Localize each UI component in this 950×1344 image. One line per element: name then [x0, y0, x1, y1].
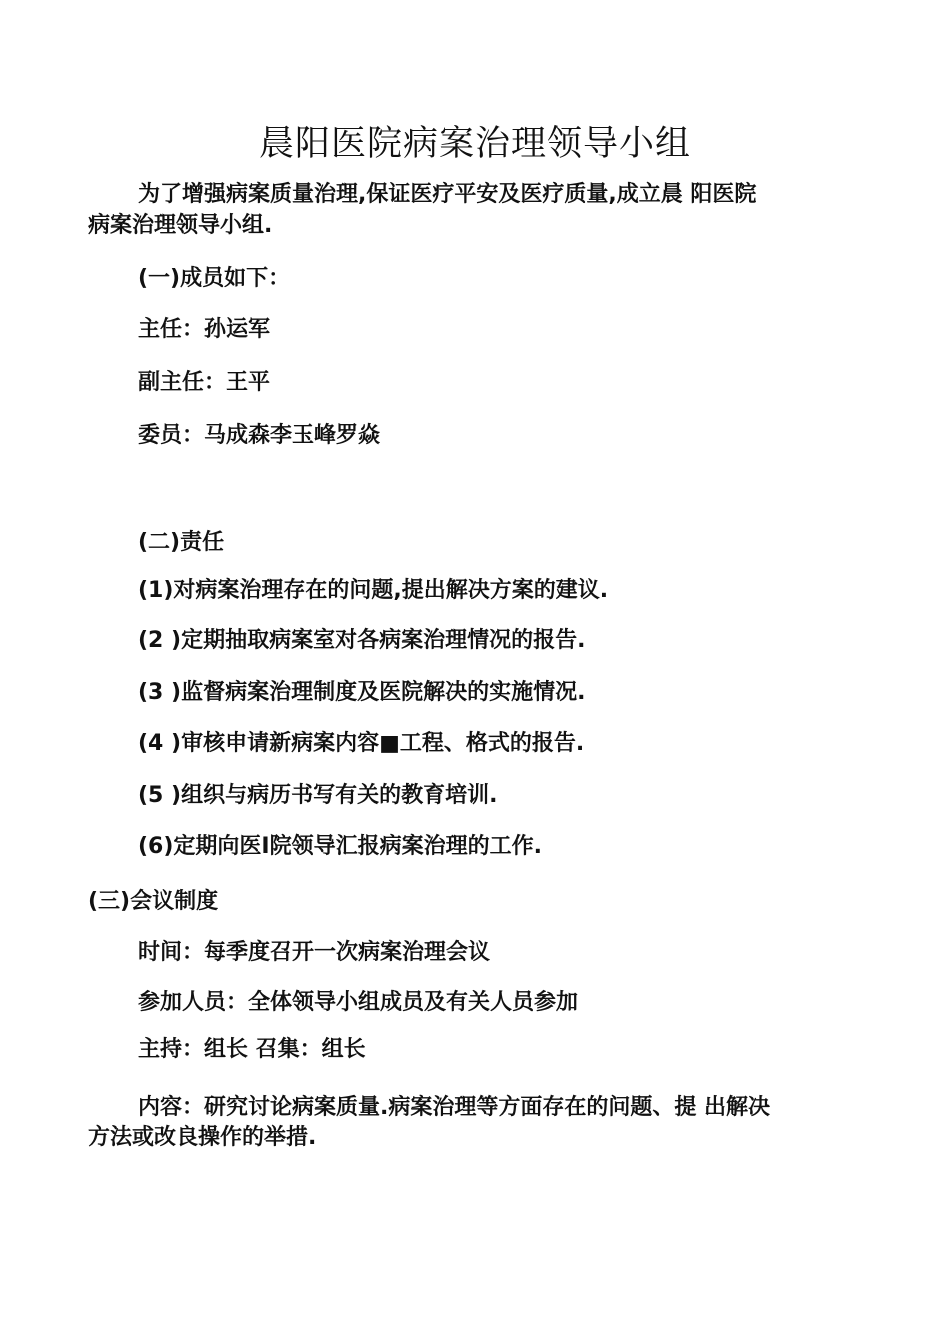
document-title: 晨阳医院病案治理领导小组 [258, 124, 691, 164]
duty-item: (4 )审核申请新病案内容■工程、格式的报告. [138, 731, 585, 756]
meeting-time-line: 时间：每季度召开一次病案治理会议 [138, 940, 491, 965]
meeting-content-line-2: 方法或改良操作的举措. [88, 1125, 317, 1150]
duty-item: (2 )定期抽取病案室对各病案治理情况的报告. [138, 628, 586, 653]
section2-heading: (二)责任 [138, 530, 225, 555]
section1-heading: (一)成员如下： [138, 266, 291, 291]
director-line: 主任：孙运军 [138, 317, 271, 342]
deputy-line: 副主任：王平 [138, 370, 271, 395]
meeting-host-line: 主持：组长 召集：组长 [138, 1037, 366, 1062]
section3-heading: (三)会议制度 [88, 889, 219, 914]
duty-item: (1)对病案治理存在的问题,提出解决方案的建议. [138, 578, 609, 603]
meeting-content-line-1: 内容：研究讨论病案质量.病案治理等方面存在的问题、提 出解决 [138, 1095, 771, 1120]
duty-item: (5 )组织与病历书写有关的教育培训. [138, 783, 498, 808]
members-line: 委员：马成森李玉峰罗焱 [138, 423, 381, 448]
intro-line-2: 病案治理领导小组. [88, 213, 273, 238]
duty-item: (6)定期向医I院领导汇报病案治理的工作. [138, 834, 542, 859]
intro-line-1: 为了增强病案质量治理,保证医疗平安及医疗质量,成立晨 阳医院 [138, 182, 757, 207]
duty-item: (3 )监督病案治理制度及医院解决的实施情况. [138, 680, 586, 705]
meeting-participants-line: 参加人员：全体领导小组成员及有关人员参加 [138, 990, 579, 1015]
